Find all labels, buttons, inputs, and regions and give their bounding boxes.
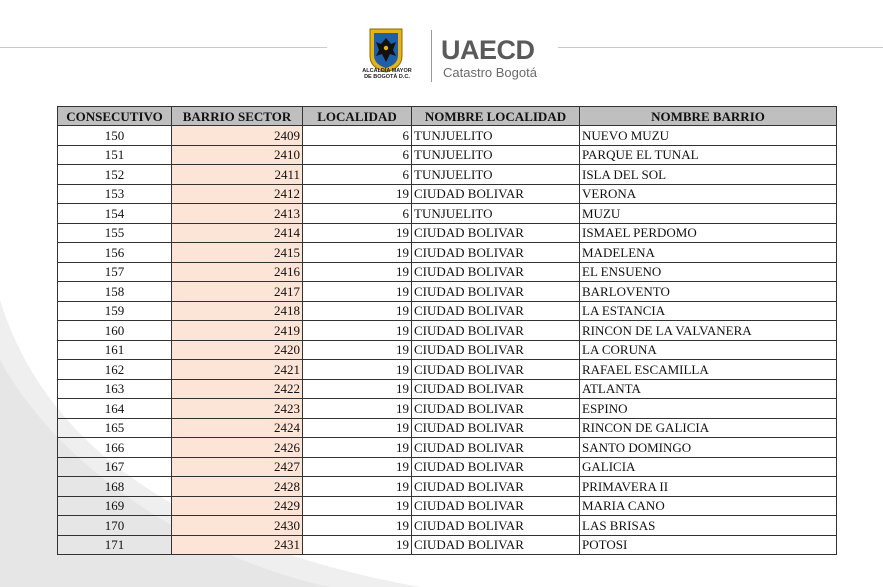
table-row (58, 145, 837, 165)
cell-barrio-sector: 2418 (172, 301, 303, 321)
cell-consecutivo: 150 (58, 126, 172, 146)
cell-nombre-localidad: CIUDAD BOLIVAR (412, 399, 580, 419)
cell-nombre-localidad: CIUDAD BOLIVAR (412, 340, 580, 360)
cell-barrio-sector: 2410 (172, 145, 303, 165)
cell-consecutivo: 169 (58, 496, 172, 516)
cell-nombre-localidad: CIUDAD BOLIVAR (412, 360, 580, 380)
table-header-row (58, 107, 837, 126)
cell-nombre-barrio: MADELENA (580, 243, 837, 263)
cell-barrio-sector: 2421 (172, 360, 303, 380)
cell-localidad: 6 (303, 204, 412, 224)
cell-nombre-localidad: CIUDAD BOLIVAR (412, 477, 580, 497)
cell-consecutivo: 164 (58, 399, 172, 419)
cell-barrio-sector: 2411 (172, 165, 303, 185)
table-row (58, 379, 837, 399)
column-header-consecutivo: CONSECUTIVO (58, 107, 172, 126)
cell-nombre-barrio: PARQUE EL TUNAL (580, 145, 837, 165)
table-row (58, 438, 837, 458)
cell-barrio-sector: 2417 (172, 282, 303, 302)
cell-localidad: 19 (303, 321, 412, 341)
cell-nombre-barrio: RINCON DE LA VALVANERA (580, 321, 837, 341)
table-row (58, 360, 837, 380)
cell-localidad: 19 (303, 282, 412, 302)
cell-barrio-sector: 2423 (172, 399, 303, 419)
cell-nombre-barrio: RINCON DE GALICIA (580, 418, 837, 438)
cell-nombre-barrio: GALICIA (580, 457, 837, 477)
cell-nombre-localidad: TUNJUELITO (412, 145, 580, 165)
cell-nombre-barrio: LAS BRISAS (580, 516, 837, 536)
table-row (58, 262, 837, 282)
cell-barrio-sector: 2409 (172, 126, 303, 146)
cell-consecutivo: 153 (58, 184, 172, 204)
cell-localidad: 19 (303, 399, 412, 419)
cell-consecutivo: 163 (58, 379, 172, 399)
header-rule-left (0, 47, 327, 48)
cell-consecutivo: 152 (58, 165, 172, 185)
cell-consecutivo: 168 (58, 477, 172, 497)
cell-localidad: 19 (303, 516, 412, 536)
table-row (58, 457, 837, 477)
cell-nombre-barrio: EL ENSUENO (580, 262, 837, 282)
column-header-localidad: LOCALIDAD (303, 107, 412, 126)
cell-consecutivo: 162 (58, 360, 172, 380)
cell-barrio-sector: 2426 (172, 438, 303, 458)
cell-consecutivo: 151 (58, 145, 172, 165)
cell-nombre-barrio: MUZU (580, 204, 837, 224)
table-row (58, 126, 837, 146)
cell-nombre-barrio: ATLANTA (580, 379, 837, 399)
cell-nombre-localidad: CIUDAD BOLIVAR (412, 184, 580, 204)
cell-consecutivo: 170 (58, 516, 172, 536)
crest-caption (352, 68, 422, 80)
cell-consecutivo: 159 (58, 301, 172, 321)
table-row (58, 301, 837, 321)
cell-localidad: 19 (303, 360, 412, 380)
cell-localidad: 19 (303, 379, 412, 399)
cell-localidad: 19 (303, 535, 412, 555)
cell-localidad: 19 (303, 223, 412, 243)
cell-barrio-sector: 2419 (172, 321, 303, 341)
table-row (58, 223, 837, 243)
cell-nombre-barrio: SANTO DOMINGO (580, 438, 837, 458)
cell-barrio-sector: 2416 (172, 262, 303, 282)
cell-nombre-barrio: POTOSI (580, 535, 837, 555)
cell-localidad: 19 (303, 418, 412, 438)
cell-consecutivo: 167 (58, 457, 172, 477)
cell-localidad: 19 (303, 457, 412, 477)
cell-nombre-localidad: CIUDAD BOLIVAR (412, 301, 580, 321)
cell-barrio-sector: 2431 (172, 535, 303, 555)
cell-localidad: 19 (303, 184, 412, 204)
crest-caption-line2: DE BOGOTÁ D.C. (364, 74, 410, 80)
cell-barrio-sector: 2424 (172, 418, 303, 438)
cell-consecutivo: 171 (58, 535, 172, 555)
table-row (58, 204, 837, 224)
cell-barrio-sector: 2415 (172, 243, 303, 263)
cell-nombre-barrio: LA CORUNA (580, 340, 837, 360)
cell-nombre-localidad: TUNJUELITO (412, 165, 580, 185)
table-row (58, 282, 837, 302)
cell-localidad: 6 (303, 145, 412, 165)
cell-nombre-barrio: ESPINO (580, 399, 837, 419)
cell-nombre-barrio: LA ESTANCIA (580, 301, 837, 321)
logo-divider (431, 30, 432, 82)
table-row (58, 399, 837, 419)
cell-consecutivo: 157 (58, 262, 172, 282)
cell-localidad: 19 (303, 496, 412, 516)
cell-barrio-sector: 2429 (172, 496, 303, 516)
table-row (58, 516, 837, 536)
crest-caption-line1: ALCALDÍA MAYOR (362, 68, 412, 74)
cell-barrio-sector: 2412 (172, 184, 303, 204)
cell-barrio-sector: 2420 (172, 340, 303, 360)
cell-nombre-barrio: MARIA CANO (580, 496, 837, 516)
cell-nombre-localidad: CIUDAD BOLIVAR (412, 321, 580, 341)
table-row (58, 165, 837, 185)
cell-barrio-sector: 2430 (172, 516, 303, 536)
cell-consecutivo: 158 (58, 282, 172, 302)
column-header-barrio-sector: BARRIO SECTOR (172, 107, 303, 126)
cell-nombre-localidad: CIUDAD BOLIVAR (412, 282, 580, 302)
cell-consecutivo: 156 (58, 243, 172, 263)
cell-nombre-localidad: TUNJUELITO (412, 204, 580, 224)
cell-consecutivo: 165 (58, 418, 172, 438)
cell-nombre-localidad: CIUDAD BOLIVAR (412, 496, 580, 516)
cell-nombre-localidad: CIUDAD BOLIVAR (412, 418, 580, 438)
table-row (58, 535, 837, 555)
cell-consecutivo: 155 (58, 223, 172, 243)
cell-nombre-barrio: VERONA (580, 184, 837, 204)
cell-localidad: 19 (303, 301, 412, 321)
table-row (58, 243, 837, 263)
cell-nombre-localidad: CIUDAD BOLIVAR (412, 223, 580, 243)
brand-subtitle: Catastro Bogotá (443, 65, 537, 80)
cell-localidad: 6 (303, 126, 412, 146)
cell-nombre-localidad: TUNJUELITO (412, 126, 580, 146)
cell-nombre-localidad: CIUDAD BOLIVAR (412, 379, 580, 399)
cell-nombre-barrio: RAFAEL ESCAMILLA (580, 360, 837, 380)
cell-nombre-localidad: CIUDAD BOLIVAR (412, 516, 580, 536)
column-header-nombre-barrio: NOMBRE BARRIO (580, 107, 837, 126)
column-header-nombre-localidad: NOMBRE LOCALIDAD (412, 107, 580, 126)
table-row (58, 184, 837, 204)
cell-nombre-localidad: CIUDAD BOLIVAR (412, 438, 580, 458)
cell-consecutivo: 154 (58, 204, 172, 224)
table-row (58, 340, 837, 360)
cell-nombre-barrio: PRIMAVERA II (580, 477, 837, 497)
cell-localidad: 19 (303, 340, 412, 360)
cell-localidad: 19 (303, 477, 412, 497)
table-row (58, 321, 837, 341)
cell-barrio-sector: 2428 (172, 477, 303, 497)
cell-nombre-localidad: CIUDAD BOLIVAR (412, 262, 580, 282)
cell-nombre-barrio: BARLOVENTO (580, 282, 837, 302)
cell-localidad: 19 (303, 438, 412, 458)
cell-localidad: 19 (303, 262, 412, 282)
cell-nombre-localidad: CIUDAD BOLIVAR (412, 535, 580, 555)
cell-barrio-sector: 2422 (172, 379, 303, 399)
cell-barrio-sector: 2413 (172, 204, 303, 224)
cell-nombre-barrio: ISMAEL PERDOMO (580, 223, 837, 243)
cell-barrio-sector: 2414 (172, 223, 303, 243)
cell-nombre-barrio: NUEVO MUZU (580, 126, 837, 146)
barrios-table (57, 106, 837, 555)
cell-consecutivo: 161 (58, 340, 172, 360)
brand-name: UAECD (441, 35, 535, 65)
cell-barrio-sector: 2427 (172, 457, 303, 477)
table-row (58, 477, 837, 497)
cell-consecutivo: 166 (58, 438, 172, 458)
header-rule-right (558, 47, 883, 48)
cell-nombre-barrio: ISLA DEL SOL (580, 165, 837, 185)
cell-localidad: 19 (303, 243, 412, 263)
table-row (58, 418, 837, 438)
cell-nombre-localidad: CIUDAD BOLIVAR (412, 457, 580, 477)
cell-nombre-localidad: CIUDAD BOLIVAR (412, 243, 580, 263)
table-row (58, 496, 837, 516)
cell-consecutivo: 160 (58, 321, 172, 341)
cell-localidad: 6 (303, 165, 412, 185)
